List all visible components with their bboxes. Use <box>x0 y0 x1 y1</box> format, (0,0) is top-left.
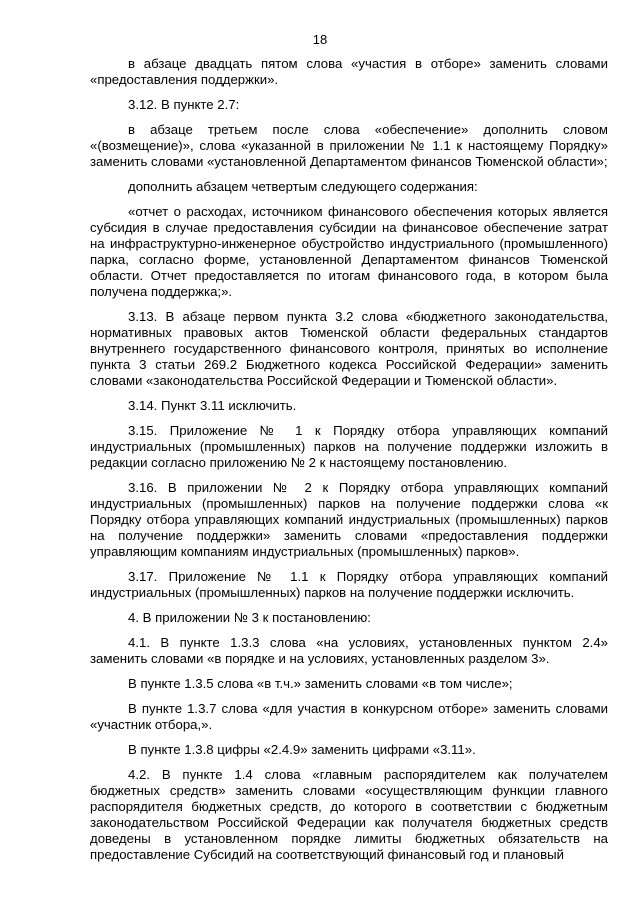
paragraph: 3.13. В абзаце первом пункта 3.2 слова «бюджетного законодательства, нормативных правовых актов Тюменской области федеральных стандартов внутреннего государственного финансового контроля, принятых во исполнение пункта 3 статьи 269.2 Бюджетного кодекса Российской Федерации» заменить словами «законодательства Российской Федерации и Тюменской области». <box>90 309 608 388</box>
paragraph: В пункте 1.3.7 слова «для участия в конкурсном отборе» заменить словами «участник отбора,». <box>90 701 608 732</box>
paragraph: В пункте 1.3.8 цифры «2.4.9» заменить цифрами «3.11». <box>128 742 476 757</box>
paragraph: 4. В приложении № 3 к постановлению: <box>128 610 371 625</box>
paragraph: дополнить абзацем четвертым следующего содержания: <box>128 179 478 194</box>
paragraph: 3.16. В приложении № 2 к Порядку отбора управляющих компаний индустриальных (промышленных) парков на получение поддержки слова «к Порядку отбора управляющих компаний индустриальных (промышленных) парков на получение поддержки» заменить словами «предоставления поддержки управляющим компаниям индустриальных (промышленных) парков». <box>90 480 608 559</box>
document-body <box>90 56 608 872</box>
paragraph: 4.1. В пункте 1.3.3 слова «на условиях, установленных пунктом 2.4» заменить словами «в порядке и на условиях, установленных разделом 3». <box>90 635 608 666</box>
paragraph: 3.14. Пункт 3.11 исключить. <box>128 398 297 413</box>
paragraph: «отчет о расходах, источником финансового обеспечения которых является субсидия в случае предоставления субсидии на финансовое обеспечение затрат на инфраструктурно-инженерное обустройство индустриального (промышленного) парка, согласно форме, установленной Департаментом финансов Тюменской области. Отчет предоставляется по итогам финансового года, в котором была получена поддержка;». <box>90 204 608 299</box>
paragraph: 3.12. В пункте 2.7: <box>128 97 240 112</box>
paragraph: 4.2. В пункте 1.4 слова «главным распорядителем как получателем бюджетных средств» заменить словами «осуществляющим функции главного распорядителя бюджетных средств, до которого в соответствии с бюджетным законодательством Российской Федерации как получателя бюджетных средств доведены в установленном порядке лимиты бюджетных обязательств на предоставление Субсидий на соответствующий финансовый год и плановый <box>90 767 608 862</box>
paragraph: 3.15. Приложение № 1 к Порядку отбора управляющих компаний индустриальных (промышленных) парков на получение поддержки изложить в редакции согласно приложению № 2 к настоящему постановлению. <box>90 423 608 470</box>
page-number: 18 <box>312 32 328 47</box>
paragraph: в абзаце двадцать пятом слова «участия в отборе» заменить словами «предоставления поддержки». <box>90 56 608 87</box>
paragraph: 3.17. Приложение № 1.1 к Порядку отбора управляющих компаний индустриальных (промышленных) парков на получение поддержки исключить. <box>90 569 608 600</box>
paragraph: В пункте 1.3.5 слова «в т.ч.» заменить словами «в том числе»; <box>128 676 513 691</box>
paragraph: в абзаце третьем после слова «обеспечение» дополнить словом «(возмещение)», слова «указанной в приложении № 1.1 к настоящему Порядку» заменить словами «установленной Департаментом финансов Тюменской области»; <box>90 122 608 169</box>
